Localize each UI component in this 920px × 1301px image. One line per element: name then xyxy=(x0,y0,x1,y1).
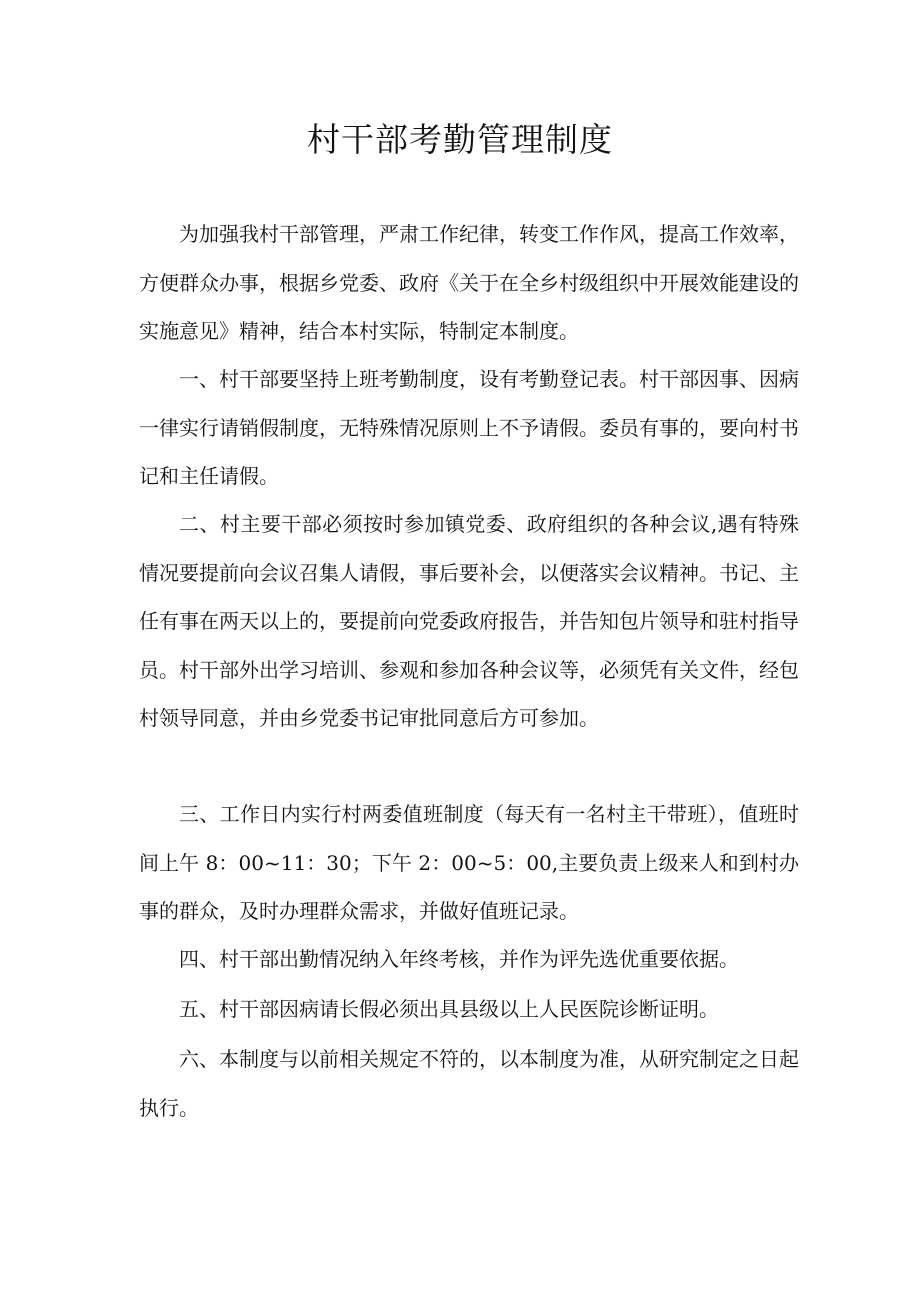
article-6: 六、本制度与以前相关规定不符的，以本制度为准，从研究制定之日起执行。 xyxy=(139,1047,799,1120)
intro-paragraph: 为加强我村干部管理，严肃工作纪律，转变工作作风，提高工作效率，方便群众办事，根据乡党委、政府《关于在全乡村级组织中开展效能建设的实施意见》精神，结合本村实际，特制定本制度。 xyxy=(139,222,799,344)
page-title: 村干部考勤管理制度 xyxy=(307,120,613,159)
article-3: 三、工作日内实行村两委值班制度（每天有一名村主干带班），值班时间上午 8：00~11：30；下午 2：00~5：00,主要负责上级来人和到村办事的群众，及时办理群众需求，并做好值班记录。 xyxy=(139,802,799,924)
article-5: 五、村干部因病请长假必须出具县级以上人民医院诊断证明。 xyxy=(179,997,719,1021)
article-2: 二、村主要干部必须按时参加镇党委、政府组织的各种会议,遇有特殊情况要提前向会议召集人请假，事后要补会，以便落实会议精神。书记、主任有事在两天以上的，要提前向党委政府报告，并告知包片领导和驻村指导员。村干部外出学习培训、参观和参加各种会议等，必须凭有关文件，经包村领导同意，并由乡党委书记审批同意后方可参加。 xyxy=(139,512,799,731)
article-4: 四、村干部出勤情况纳入年终考核，并作为评先选优重要依据。 xyxy=(179,947,739,971)
article-1: 一、村干部要坚持上班考勤制度，设有考勤登记表。村干部因事、因病一律实行请销假制度，无特殊情况原则上不予请假。委员有事的，要向村书记和主任请假。 xyxy=(139,367,799,489)
